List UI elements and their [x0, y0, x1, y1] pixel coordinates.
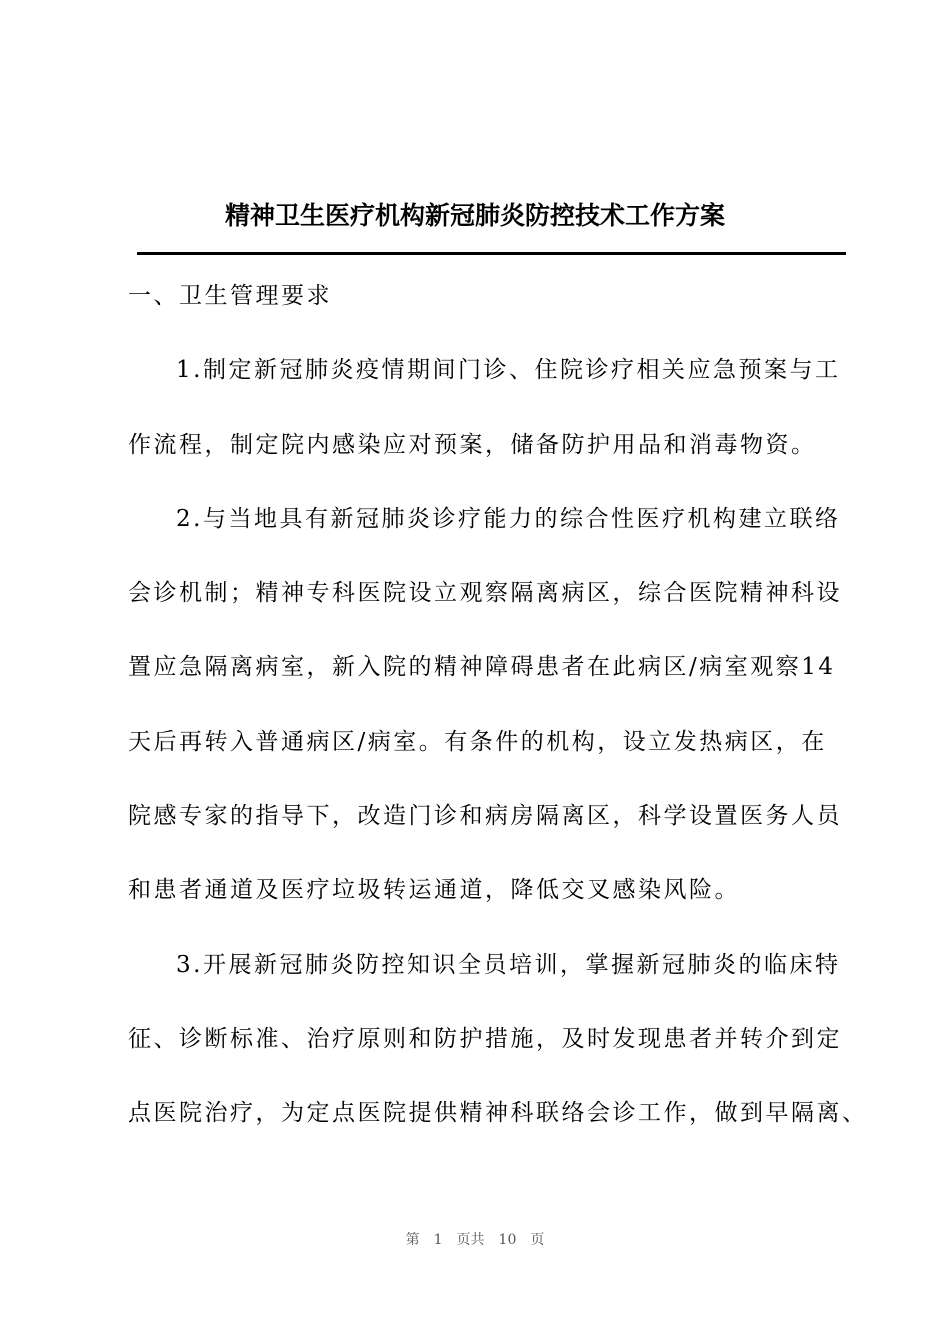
paragraph-line: 置应急隔离病室，新入院的精神障碍患者在此病区/病室观察14: [128, 654, 836, 680]
paragraph-line: 征、诊断标准、治疗原则和防护措施，及时发现患者并转介到定: [128, 1026, 842, 1052]
page-footer: [0, 1228, 950, 1252]
paragraph-line: 2.与当地具有新冠肺炎诊疗能力的综合性医疗机构建立联络: [176, 506, 841, 532]
document-title: 精神卫生医疗机构新冠肺炎防控技术工作方案: [224, 201, 725, 230]
paragraph-line: 天后再转入普通病区/病室。有条件的机构，设立发热病区，在: [128, 729, 827, 755]
footer-prefix: 第: [405, 1232, 420, 1248]
title-underline: [137, 252, 846, 255]
paragraph-line: 院感专家的指导下，改造门诊和病房隔离区，科学设置医务人员: [128, 803, 842, 829]
footer-page-total: 10: [498, 1232, 517, 1248]
paragraph-line: 作流程，制定院内感染应对预案，储备防护用品和消毒物资。: [128, 432, 817, 458]
paragraph-line: 1.制定新冠肺炎疫情期间门诊、住院诊疗相关应急预案与工: [176, 357, 841, 383]
footer-suffix: 页: [530, 1232, 545, 1248]
footer-page-number: 1: [433, 1232, 443, 1248]
section-heading: 一、卫生管理要求: [128, 283, 332, 309]
paragraph-line: 和患者通道及医疗垃圾转运通道，降低交叉感染风险。: [128, 877, 740, 903]
paragraph-line: 3.开展新冠肺炎防控知识全员培训，掌握新冠肺炎的临床特: [176, 952, 841, 978]
footer-middle: 页共: [456, 1232, 485, 1248]
paragraph-line: 会诊机制；精神专科医院设立观察隔离病区，综合医院精神科设: [128, 580, 842, 606]
paragraph-line: 点医院治疗，为定点医院提供精神科联络会诊工作，做到早隔离、: [128, 1100, 868, 1126]
